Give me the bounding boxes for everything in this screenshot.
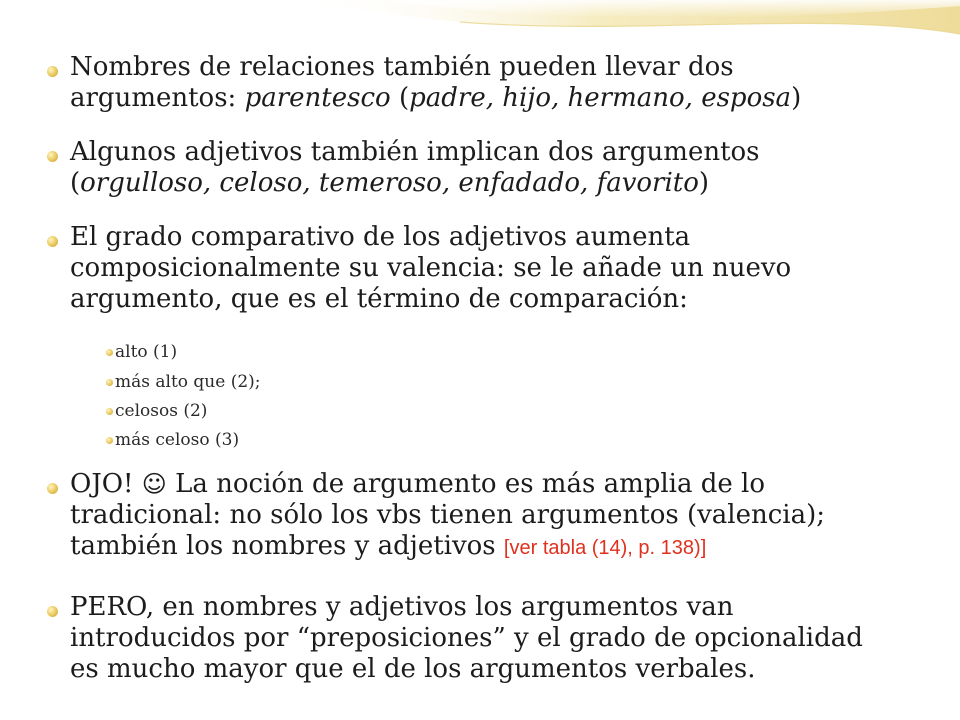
- smiley-icon: ☺: [141, 470, 167, 498]
- bullet-marker: [47, 606, 58, 617]
- bullet-pero-note: [70, 592, 863, 685]
- bullet-text-line: (orgulloso, celoso, temeroso, enfadado, favorito): [70, 168, 710, 198]
- bullet-ojo-note: [70, 469, 825, 564]
- bullet-text-line: Algunos adjetivos también implican dos argumentos: [70, 137, 760, 167]
- bullet-relational-nouns: [70, 52, 801, 114]
- bullet-marker: [106, 379, 113, 386]
- sub-bullet-item: [115, 372, 261, 393]
- bullet-marker: [47, 236, 58, 247]
- bullet-text-line: OJO! ☺ La noción de argumento es más amplia de lo: [70, 469, 766, 499]
- sub-bullet-item: [115, 401, 207, 422]
- bullet-marker: [106, 437, 113, 444]
- bullet-text-line: composicionalmente su valencia: se le añade un nuevo: [70, 253, 792, 283]
- bullet-text-line: tradicional: no sólo los vbs tienen argumentos (valencia);: [70, 500, 826, 530]
- bullet-marker: [106, 349, 113, 356]
- sub-bullet-item: [115, 342, 177, 363]
- bullet-text-line: argumento, que es el término de comparación:: [70, 284, 688, 314]
- bullet-text-line: introducidos por “preposiciones” y el grado de opcionalidad: [70, 623, 863, 653]
- sub-bullet-text: más celoso (3): [115, 430, 240, 450]
- bullet-adjectives: [70, 137, 760, 199]
- bullet-text-line: Nombres de relaciones también pueden llevar dos: [70, 52, 734, 82]
- bullet-text-line: es mucho mayor que el de los argumentos verbales.: [70, 654, 756, 684]
- bullet-marker: [106, 408, 113, 415]
- bullet-text-line: El grado comparativo de los adjetivos aumenta: [70, 222, 691, 252]
- sub-bullet-text: celosos (2): [115, 401, 208, 421]
- bullet-text-line: PERO, en nombres y adjetivos los argumentos van: [70, 592, 734, 622]
- sub-bullet-text: más alto que (2);: [115, 372, 261, 392]
- bullet-comparative-degree: [70, 222, 791, 315]
- sub-bullet-item: [115, 430, 239, 451]
- bullet-marker: [47, 66, 58, 77]
- sub-bullet-text: alto (1): [115, 342, 178, 362]
- bullet-text-line: argumentos: parentesco (padre, hijo, hermano, esposa): [70, 83, 802, 113]
- table-reference: [ver tabla (14), p. 138)]: [503, 537, 707, 559]
- bullet-marker: [47, 483, 58, 494]
- bullet-text-line: también los nombres y adjetivos [ver tabla (14), p. 138)]: [70, 531, 707, 561]
- bullet-marker: [47, 151, 58, 162]
